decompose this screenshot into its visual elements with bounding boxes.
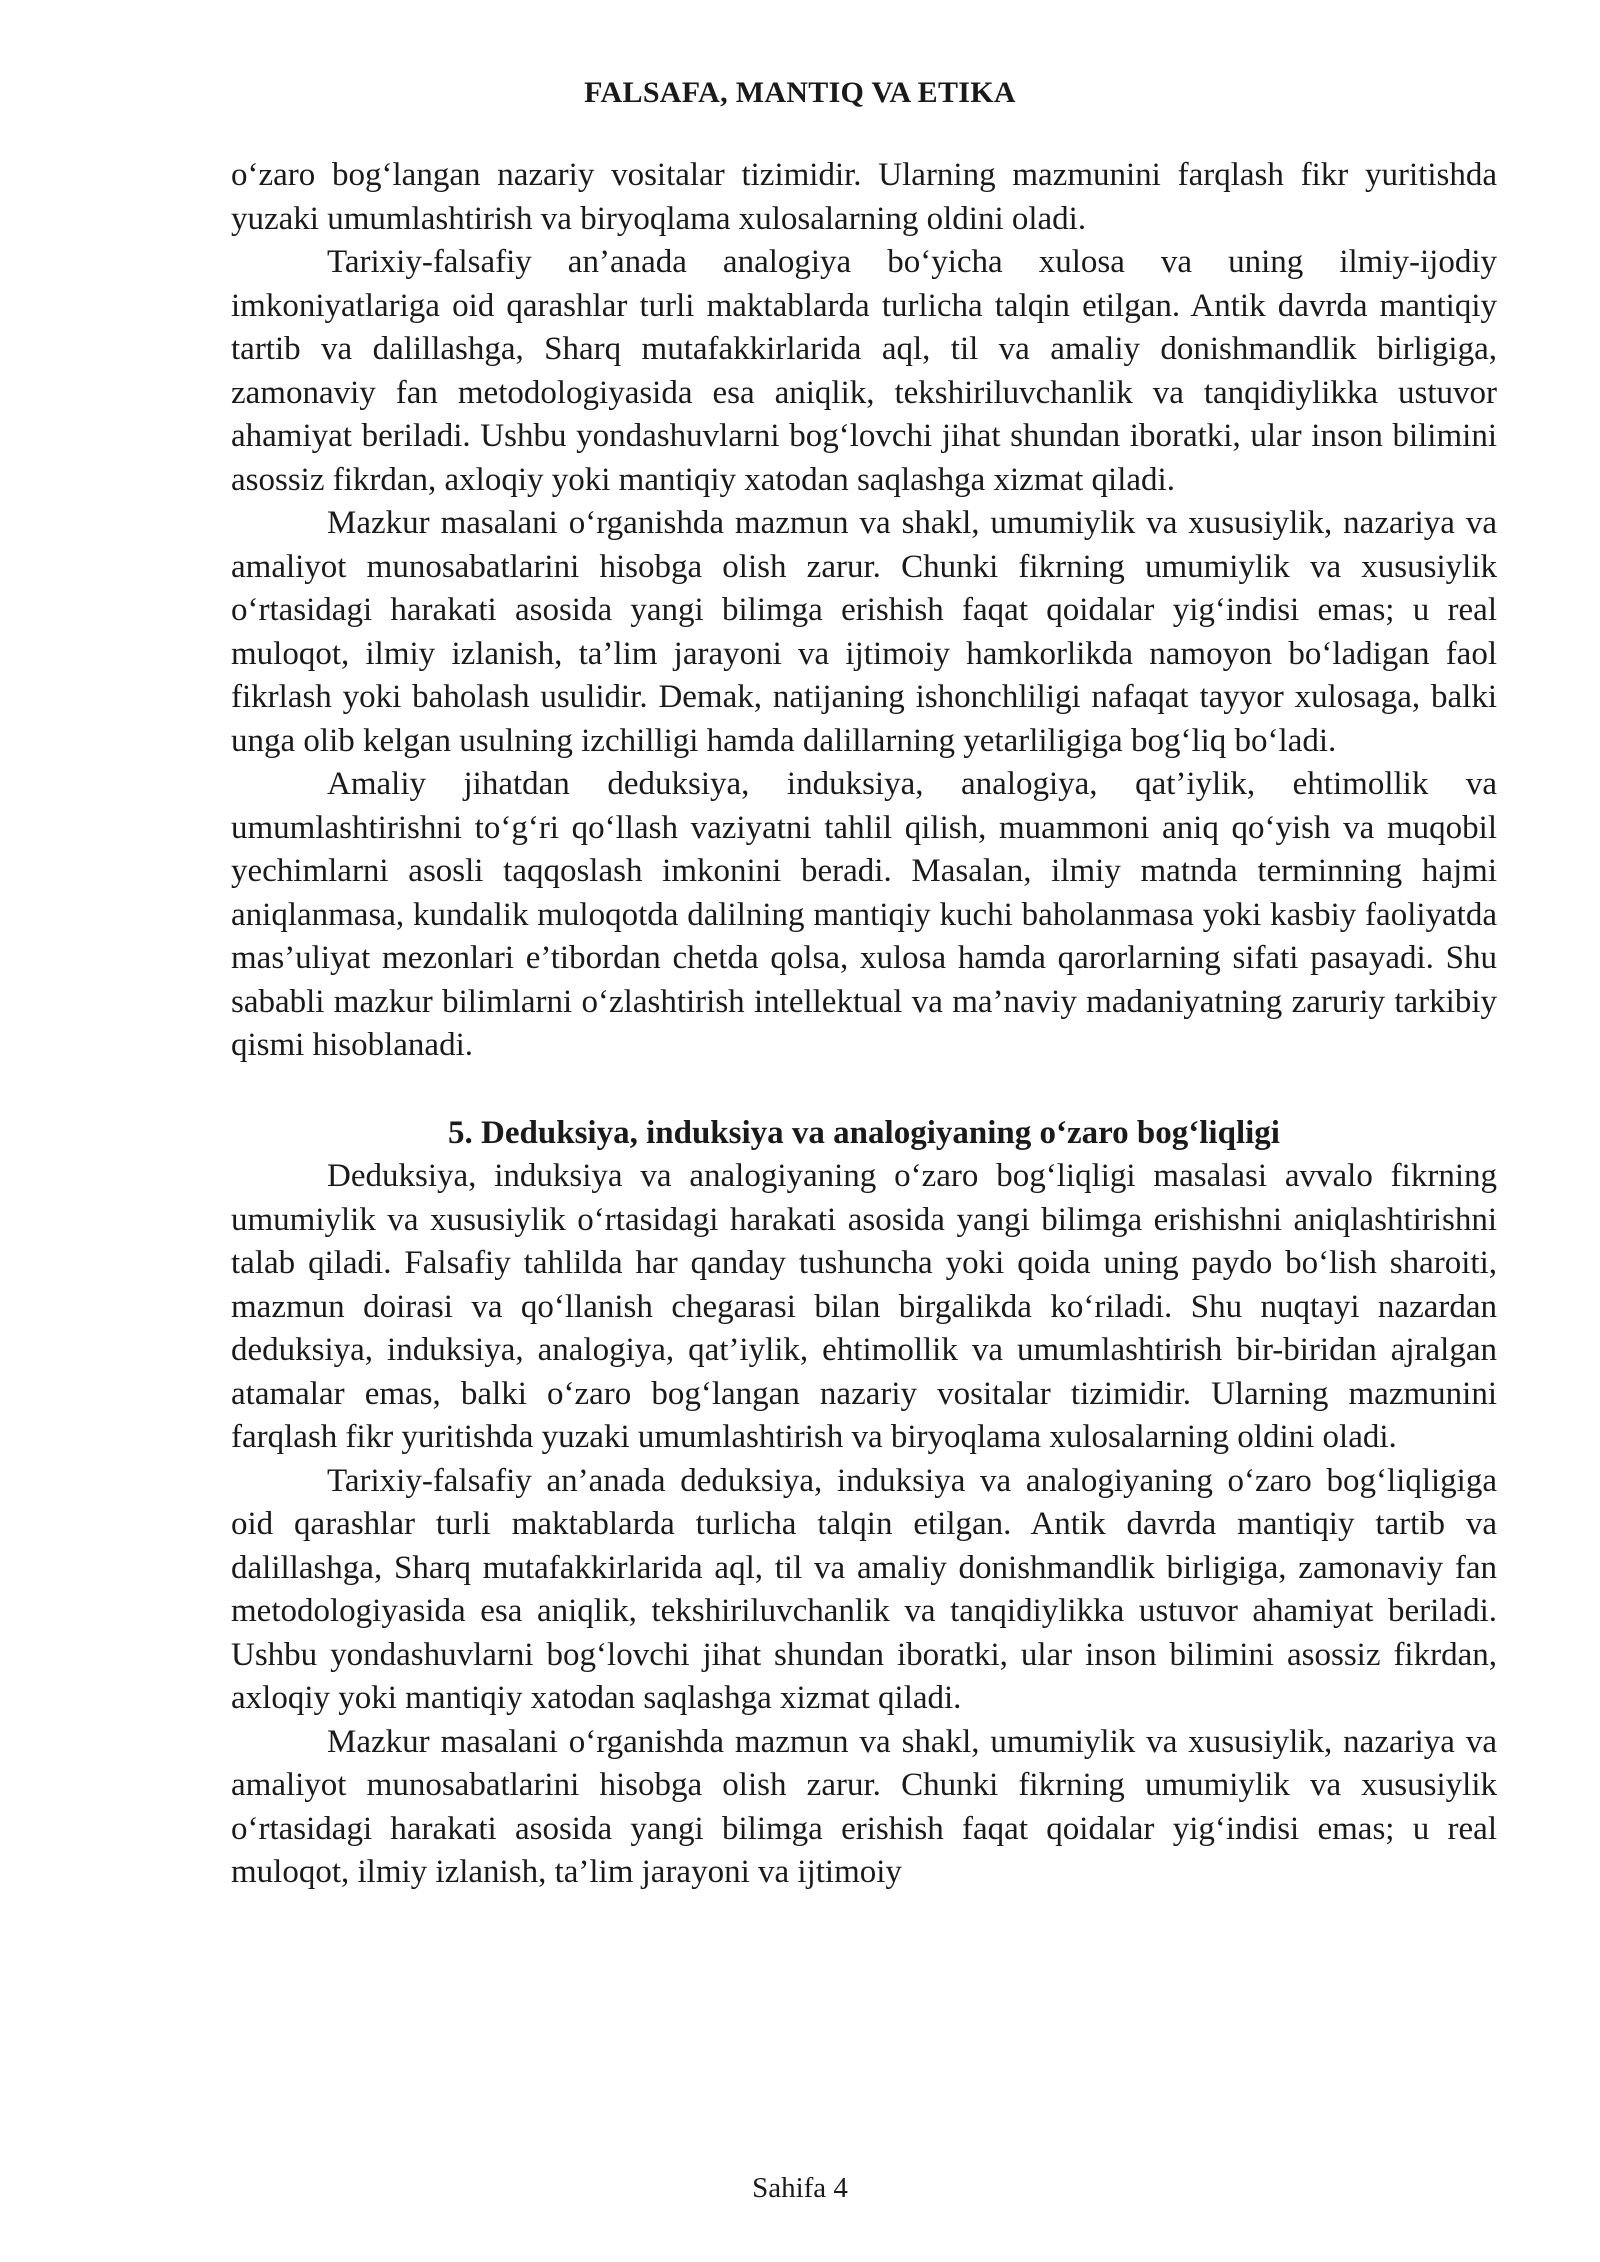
body-paragraph: Tarixiy-falsafiy an’anada analogiya bo‘yicha xulosa va uning ilmiy-ijodiy imkoniyatlariga oid qarashlar turli maktablarda turlicha talqin etilgan. Antik davrda mantiqiy tartib va dalillashga, Sharq mutafakkirlarida aql, til va amaliy donishmandlik birligiga, zamonaviy fan metodologiyasida esa aniqlik, tekshiriluvchanlik va tanqidiylikka ustuvor ahamiyat beriladi. Ushbu yondashuvlarni bog‘lovchi jihat shundan iboratki, ular inson bilimini asossiz fikrdan, axloqiy yoki mantiqiy xatodan saqlashga xizmat qiladi. [231, 244, 1497, 498]
section-paragraph: Deduksiya, induksiya va analogiyaning o‘zaro bog‘liqligi masalasi avvalo fikrning umumiylik va xususiylik o‘rtasidagi harakati asosida yangi bilimga erishishni aniqlashtirishni talab qiladi. Falsafiy tahlilda har qanday tushuncha yoki qoida uning paydo bo‘lish sharoiti, mazmun doirasi va qo‘llanish chegarasi bilan birgalikda ko‘riladi. Shu nuqtayi nazardan deduksiya, induksiya, analogiya, qat’iylik, ehtimollik va umumlashtirish bir-biridan ajralgan atamalar emas, balki o‘zaro bog‘langan nazariy vositalar tizimidir. Ularning mazmunini farqlash fikr yuritishda yuzaki umumlashtirish va biryoqlama xulosalarning oldini oladi. [231, 1158, 1497, 1455]
body-paragraph: Mazkur masalani o‘rganishda mazmun va shakl, umumiylik va xususiylik, nazariya va amaliyot munosabatlarini hisobga olish zarur. Chunki fikrning umumiylik va xususiylik o‘rtasidagi harakati asosida yangi bilimga erishish faqat qoidalar yig‘indisi emas; u real muloqot, ilmiy izlanish, ta’lim jarayoni va ijtimoiy hamkorlikda namoyon bo‘ladigan faol fikrlash yoki baholash usulidir. Demak, natijaning ishonchliligi nafaqat tayyor xulosaga, balki unga olib kelgan usulning izchilligi hamda dalillarning yetarliligiga bog‘liq bo‘ladi. [231, 505, 1497, 759]
page-number: Sahifa 4 [752, 2172, 848, 2204]
section-paragraph: Mazkur masalani o‘rganishda mazmun va shakl, umumiylik va xususiylik, nazariya va amaliyot munosabatlarini hisobga olish zarur. Chunki fikrning umumiylik va xususiylik o‘rtasidagi harakati asosida yangi bilimga erishish faqat qoidalar yig‘indisi emas; u real muloqot, ilmiy izlanish, ta’lim jarayoni va ijtimoiy [231, 1723, 1497, 1890]
section-heading: 5. Deduksiya, induksiya va analogiyaning o‘zaro bog‘liqligi [448, 1114, 1280, 1151]
body-paragraph-continued: o‘zaro bog‘langan nazariy vositalar tizimidir. Ularning mazmunini farqlash fikr yuritishda yuzaki umumlashtirish va biryoqlama xulosalarning oldini oladi. [231, 157, 1497, 237]
body-paragraph: Amaliy jihatdan deduksiya, induksiya, analogiya, qat’iylik, ehtimollik va umumlashtirishni to‘g‘ri qo‘llash vaziyatni tahlil qilish, muammoni aniq qo‘yish va muqobil yechimlarni asosli taqqoslash imkonini beradi. Masalan, ilmiy matnda terminning hajmi aniqlanmasa, kundalik muloqotda dalilning mantiqiy kuchi baholanmasa yoki kasbiy faoliyatda mas’uliyat mezonlari e’tibordan chetda qolsa, xulosa hamda qarorlarning sifati pasayadi. Shu sababli mazkur bilimlarni o‘zlashtirish intellektual va ma’naviy madaniyatning zaruriy tarkibiy qismi hisoblanadi. [231, 766, 1497, 1063]
section-paragraph: Tarixiy-falsafiy an’anada deduksiya, induksiya va analogiyaning o‘zaro bog‘liqligiga oid qarashlar turli maktablarda turlicha talqin etilgan. Antik davrda mantiqiy tartib va dalillashga, Sharq mutafakkirlarida aql, til va amaliy donishmandlik birligiga, zamonaviy fan metodologiyasida esa aniqlik, tekshiriluvchanlik va tanqidiylikka ustuvor ahamiyat beriladi. Ushbu yondashuvlarni bog‘lovchi jihat shundan iboratki, ular inson bilimini asossiz fikrdan, axloqiy yoki mantiqiy xatodan saqlashga xizmat qiladi. [231, 1462, 1497, 1716]
running-header: FALSAFA, MANTIQ VA ETIKA [584, 76, 1016, 109]
page-body [231, 154, 1497, 1895]
